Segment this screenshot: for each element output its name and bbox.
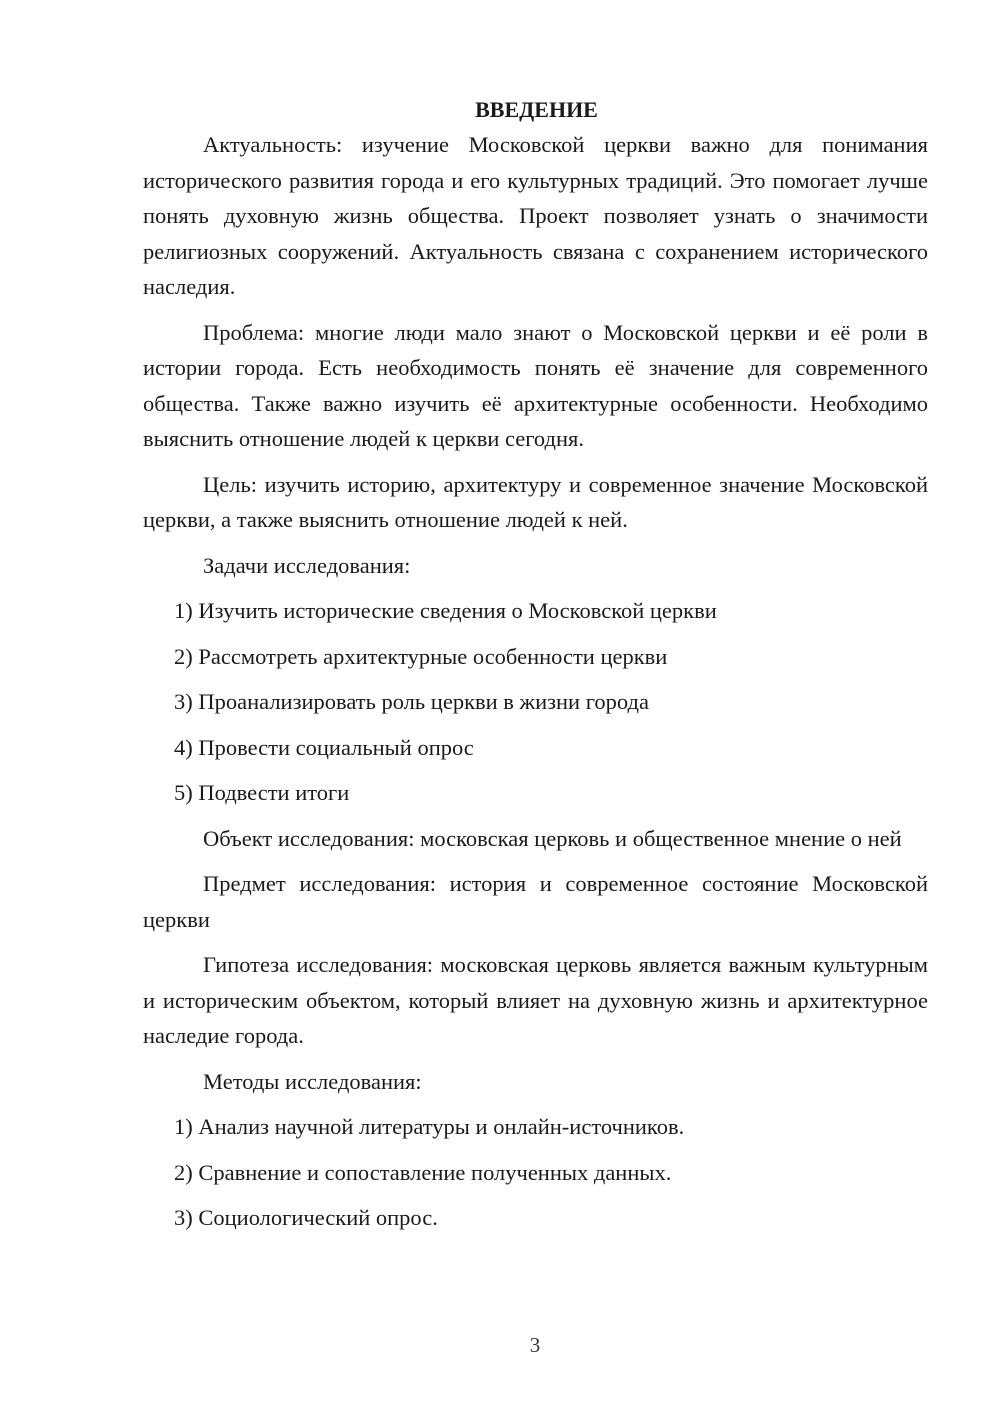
task-item: 2) Рассмотреть архитектурные особенности церкви bbox=[174, 643, 668, 669]
method-item: 3) Социологический опрос. bbox=[174, 1205, 438, 1230]
task-item: 3) Проанализировать роль церкви в жизни города bbox=[174, 689, 649, 714]
section-heading: ВВЕДЕНИЕ bbox=[475, 97, 598, 122]
tasks-list bbox=[143, 593, 928, 811]
task-item: 4) Провести социальный опрос bbox=[174, 734, 474, 760]
subject-paragraph: Предмет исследования: история и современное состояние Московской церкви bbox=[143, 871, 928, 932]
method-item: 2) Сравнение и сопоставление полученных данных. bbox=[174, 1159, 672, 1185]
relevance-paragraph: Актуальность: изучение Московской церкви важно для понимания исторического развития города и его культурных традиций. Это помогает лучше понять духовную жизнь общества. Проект позволяет узнать о значимости религиозных сооружений. Актуальность связана с сохранением исторического наследия. bbox=[143, 132, 928, 299]
goal-paragraph: Цель: изучить историю, архитектуру и современное значение Московской церкви, а также выяснить отношение людей к ней. bbox=[143, 471, 928, 532]
method-item: 1) Анализ научной литературы и онлайн-источников. bbox=[174, 1114, 685, 1139]
task-item: 5) Подвести итоги bbox=[174, 780, 350, 805]
methods-list bbox=[143, 1109, 928, 1236]
task-item: 1) Изучить исторические сведения о Московской церкви bbox=[174, 598, 717, 623]
page-number: 3 bbox=[529, 1333, 541, 1357]
page-content bbox=[143, 93, 928, 1246]
problem-paragraph: Проблема: многие люди мало знают о Московской церкви и её роли в истории города. Есть необходимость понять её значение для современного общества. Также важно изучить её архитектурные особенности. Необходимо выяснить отношение людей к церкви сегодня. bbox=[143, 319, 928, 451]
hypothesis-paragraph: Гипотеза исследования: московская церковь является важным культурным и историческим объектом, который влияет на духовную жизнь и архитектурное наследие города. bbox=[143, 952, 928, 1048]
methods-title: Методы исследования: bbox=[203, 1068, 422, 1094]
tasks-title: Задачи исследования: bbox=[203, 552, 411, 578]
object-paragraph: Объект исследования: московская церковь и общественное мнение о ней bbox=[203, 825, 902, 851]
